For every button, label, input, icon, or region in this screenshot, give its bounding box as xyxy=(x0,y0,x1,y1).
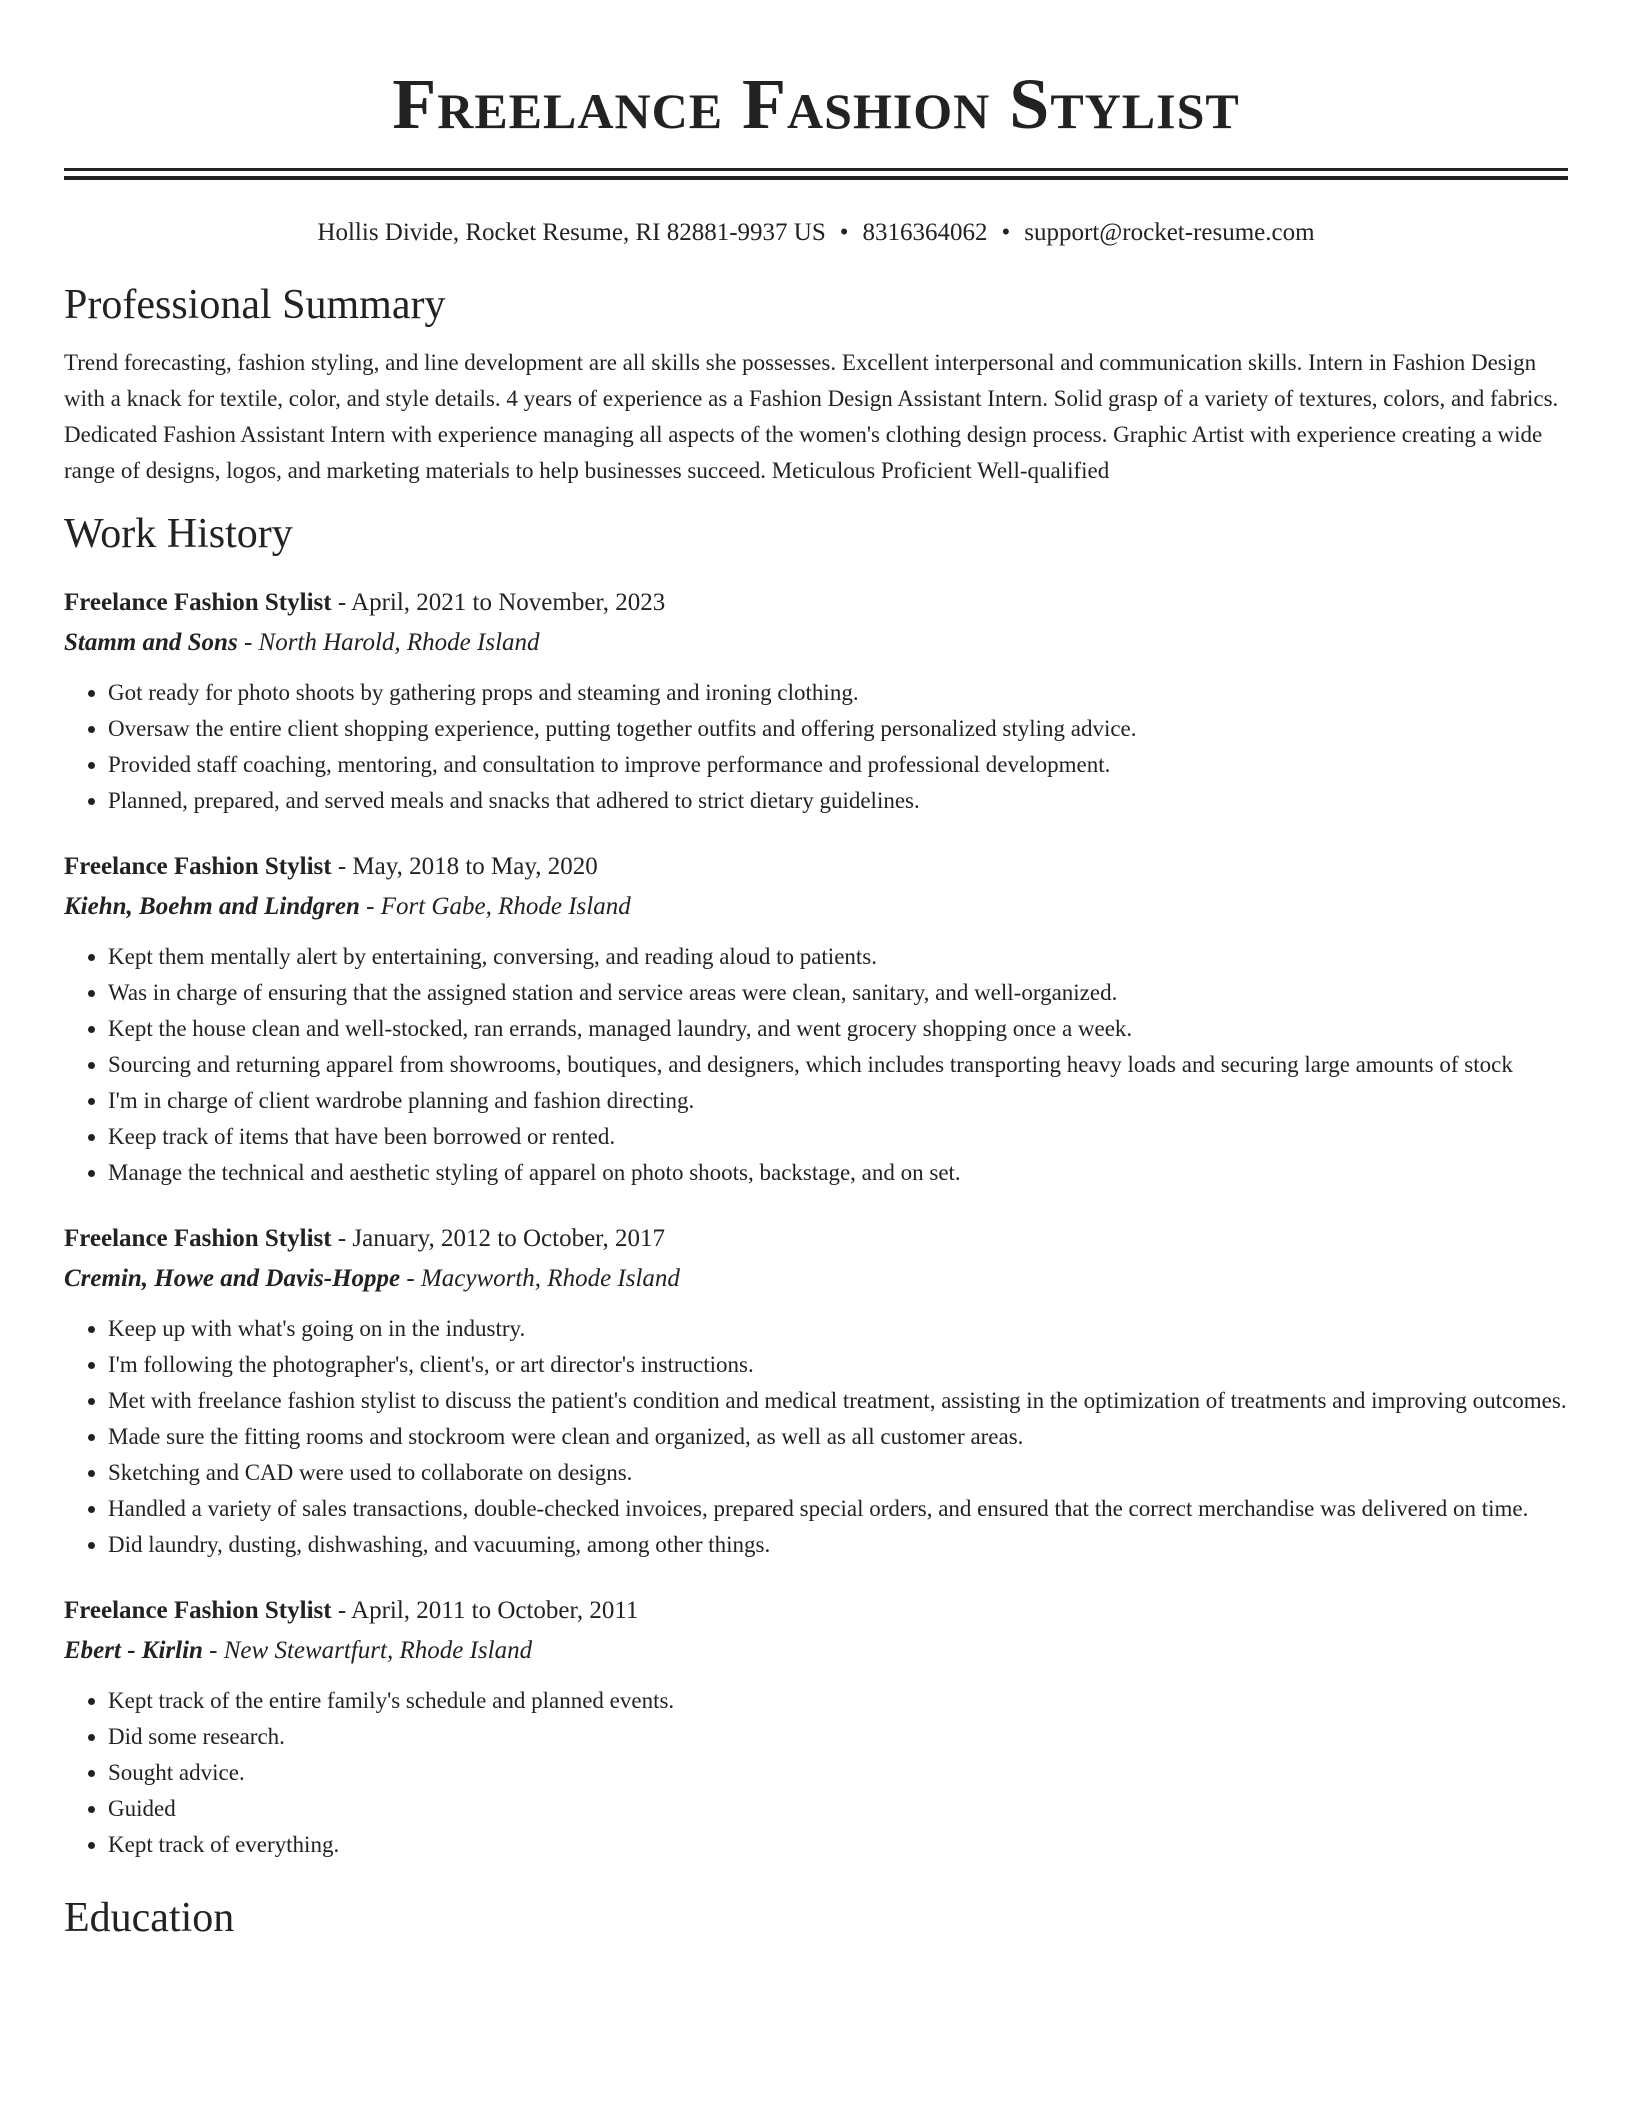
job-title: Freelance Fashion Stylist xyxy=(64,589,332,616)
job-location: - North Harold, Rhode Island xyxy=(237,629,540,656)
duty-item: • Kept the house clean and well-stocked, ran errands, managed laundry, and went grocery shopping once a week. xyxy=(108,1011,1568,1047)
duty-item: • Got ready for photo shoots by gathering props and steaming and ironing clothing. xyxy=(108,675,1568,711)
job-company-line xyxy=(64,623,1568,663)
job-entry xyxy=(64,847,1568,1191)
job-header xyxy=(64,1219,1568,1259)
duty-item: • I'm in charge of client wardrobe planning and fashion directing. xyxy=(108,1083,1568,1119)
job-dates: - May, 2018 to May, 2020 xyxy=(331,853,598,880)
job-location: - New Stewartfurt, Rhode Island xyxy=(202,1637,533,1664)
duty-item: • Did laundry, dusting, dishwashing, and vacuuming, among other things. xyxy=(108,1527,1568,1563)
duty-item: • Guided xyxy=(108,1791,1568,1827)
job-dates: - January, 2012 to October, 2017 xyxy=(331,1225,665,1252)
duty-item: • Made sure the fitting rooms and stockroom were clean and organized, as well as all customer areas. xyxy=(108,1419,1568,1455)
summary-text: Trend forecasting, fashion styling, and line development are all skills she possesses. Excellent interpersonal and communication skills. Intern in Fashion Design with a knack for textile, color, and style details. 4 years of experience as a Fashion Design Assistant Intern. Solid grasp of a variety of textures, colors, and fabrics. Dedicated Fashion Assistant Intern with experience managing all aspects of the women's clothing design process. Graphic Artist with experience creating a wide range of designs, logos, and marketing materials to help businesses succeed. Meticulous Proficient Well-qualified xyxy=(64,350,1559,483)
job-title: Freelance Fashion Stylist xyxy=(64,853,332,880)
job-company: Ebert - Kirlin xyxy=(64,1637,203,1664)
resume-page xyxy=(64,0,1568,1943)
resume-title: Freelance Fashion Stylist xyxy=(392,64,1240,144)
contact-separator: • xyxy=(839,219,849,246)
job-dates: - April, 2021 to November, 2023 xyxy=(331,589,666,616)
job-entry xyxy=(64,583,1568,819)
duty-item: • Met with freelance fashion stylist to discuss the patient's condition and medical treatment, assisting in the optimization of treatments and improving outcomes. xyxy=(108,1383,1568,1419)
duty-item: • Kept them mentally alert by entertaining, conversing, and reading aloud to patients. xyxy=(108,939,1568,975)
contact-separator: • xyxy=(1001,219,1011,246)
contact-line xyxy=(64,216,1568,250)
job-company: Cremin, Howe and Davis-Hoppe xyxy=(64,1265,401,1292)
education-heading: Education xyxy=(64,1895,235,1941)
duty-item: • Sketching and CAD were used to collaborate on designs. xyxy=(108,1455,1568,1491)
job-header xyxy=(64,583,1568,623)
duty-item: • Manage the technical and aesthetic styling of apparel on photo shoots, backstage, and on set. xyxy=(108,1155,1568,1191)
duty-item: • Oversaw the entire client shopping experience, putting together outfits and offering personalized styling advice. xyxy=(108,711,1568,747)
title-rule-top xyxy=(64,168,1568,171)
duty-item: • Keep up with what's going on in the industry. xyxy=(108,1311,1568,1347)
job-company: Stamm and Sons xyxy=(64,629,238,656)
duty-item: • Kept track of everything. xyxy=(108,1827,1568,1863)
job-title: Freelance Fashion Stylist xyxy=(64,1225,332,1252)
duty-item: • Handled a variety of sales transactions, double-checked invoices, prepared special orders, and ensured that the correct merchandise was delivered on time. xyxy=(108,1491,1568,1527)
job-location: - Macyworth, Rhode Island xyxy=(400,1265,680,1292)
duty-item: • Kept track of the entire family's schedule and planned events. xyxy=(108,1683,1568,1719)
contact-address: Hollis Divide, Rocket Resume, RI 82881-9937 US xyxy=(317,219,826,246)
duty-item: • Sourcing and returning apparel from showrooms, boutiques, and designers, which includes transporting heavy loads and securing large amounts of stock xyxy=(108,1047,1568,1083)
work-history-heading: Work History xyxy=(64,511,293,557)
summary-heading: Professional Summary xyxy=(64,282,446,328)
job-duties xyxy=(64,1311,1568,1563)
duty-item: • Sought advice. xyxy=(108,1755,1568,1791)
duty-item: • Planned, prepared, and served meals and snacks that adhered to strict dietary guidelines. xyxy=(108,783,1568,819)
job-company-line xyxy=(64,1259,1568,1299)
job-header xyxy=(64,1591,1568,1631)
job-location: - Fort Gabe, Rhode Island xyxy=(359,893,631,920)
contact-email: support@rocket-resume.com xyxy=(1024,219,1315,246)
duty-item: • Provided staff coaching, mentoring, and consultation to improve performance and professional development. xyxy=(108,747,1568,783)
job-company-line xyxy=(64,887,1568,927)
job-duties xyxy=(64,1683,1568,1863)
job-entry xyxy=(64,1219,1568,1563)
job-company: Kiehn, Boehm and Lindgren xyxy=(64,893,360,920)
job-duties xyxy=(64,675,1568,819)
job-dates: - April, 2011 to October, 2011 xyxy=(331,1597,639,1624)
job-title: Freelance Fashion Stylist xyxy=(64,1597,332,1624)
duty-item: • I'm following the photographer's, client's, or art director's instructions. xyxy=(108,1347,1568,1383)
duty-item: • Keep track of items that have been borrowed or rented. xyxy=(108,1119,1568,1155)
duty-item: • Was in charge of ensuring that the assigned station and service areas were clean, sanitary, and well-organized. xyxy=(108,975,1568,1011)
duty-item: • Did some research. xyxy=(108,1719,1568,1755)
job-company-line xyxy=(64,1631,1568,1671)
job-entry xyxy=(64,1591,1568,1863)
job-duties xyxy=(64,939,1568,1191)
contact-phone: 8316364062 xyxy=(862,219,988,246)
title-rule-bottom xyxy=(64,176,1568,180)
job-header xyxy=(64,847,1568,887)
